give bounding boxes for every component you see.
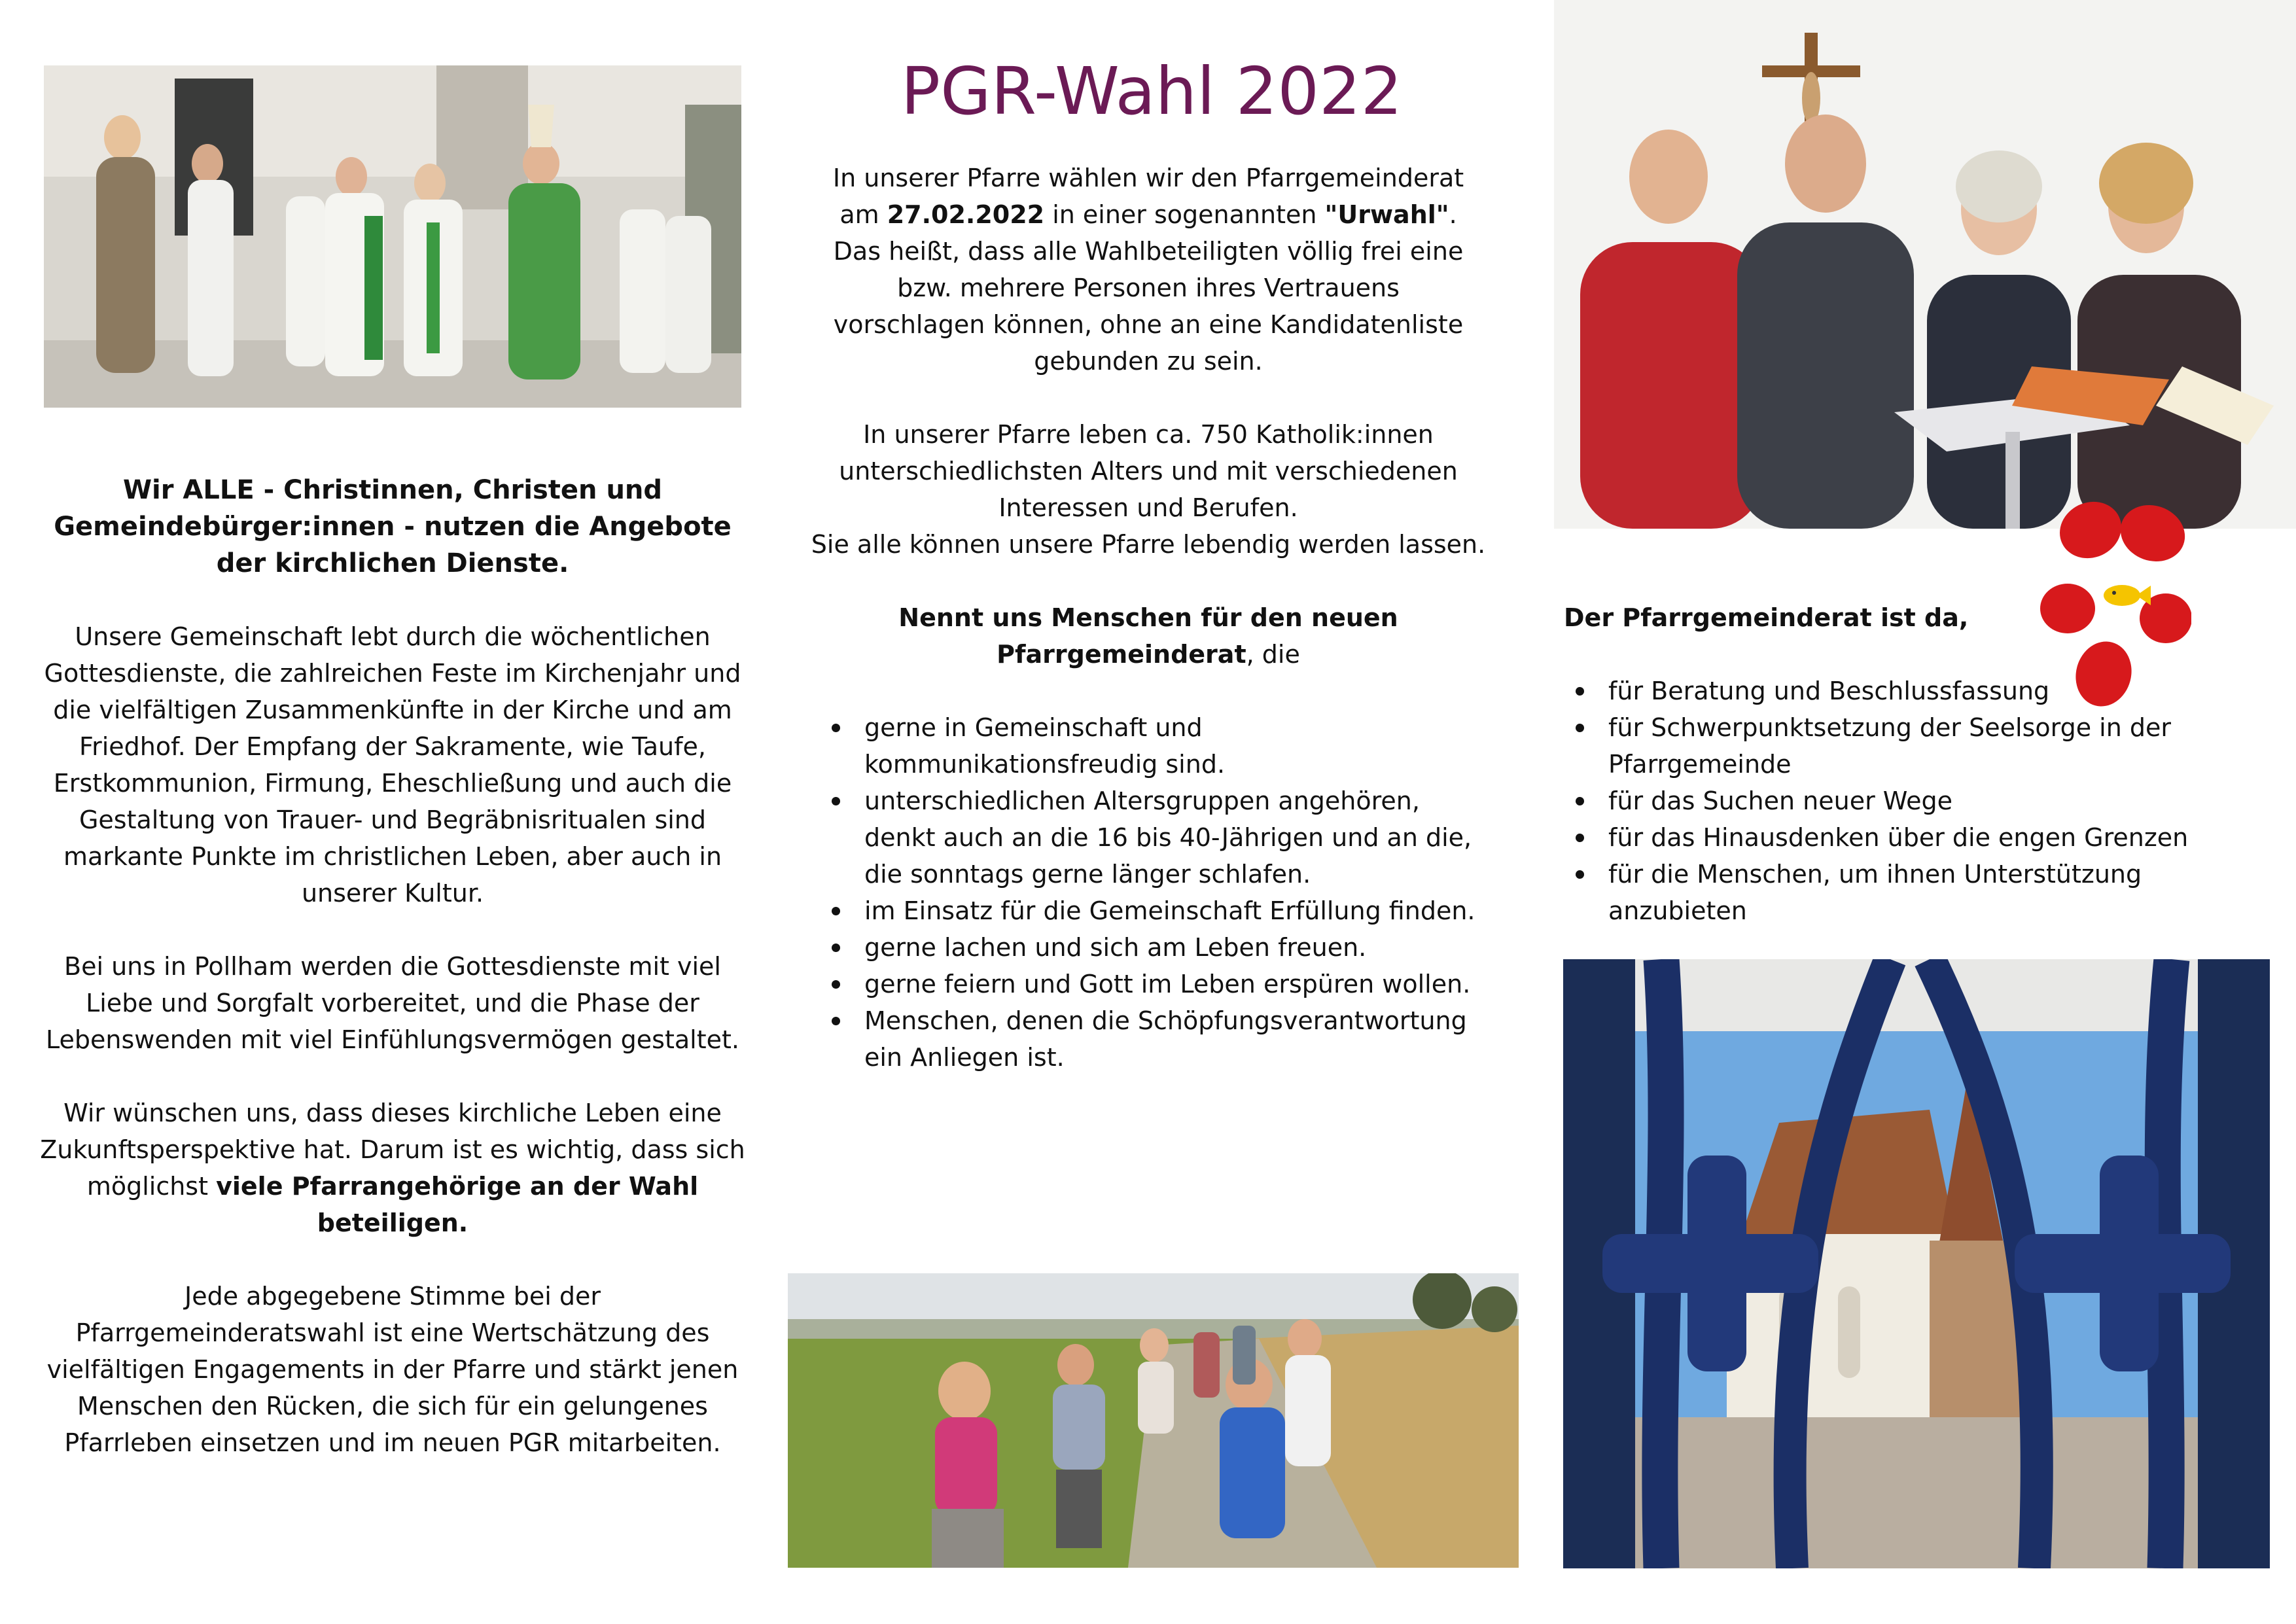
middle-intro xyxy=(808,160,1489,380)
list-item: gerne lachen und sich am Leben freuen. xyxy=(864,929,1482,966)
list-item: gerne feiern und Gott im Leben erspüren wollen. xyxy=(864,966,1482,1002)
middle-intro-a: In unserer Pfarre wählen wir den Pfarrgemeinderat am xyxy=(832,164,1464,229)
left-paragraph-3-text: Wir wünschen uns, dass dieses kirchliche Leben eine Zukunftsperspektive hat. Darum ist es wichtig, dass sich möglichst xyxy=(40,1099,745,1201)
list-item: Menschen, denen die Schöpfungsverantwortung ein Anliegen ist. xyxy=(864,1002,1482,1076)
middle-paragraph-2b: Sie alle können unsere Pfarre lebendig werden lassen. xyxy=(811,530,1486,559)
left-column-text xyxy=(39,472,746,1461)
left-paragraph-3 xyxy=(39,1095,746,1241)
list-item: unterschiedlichen Altersgruppen angehören, denkt auch an die 16 bis 40-Jährigen und an die, die sonntags gerne länger schlafen. xyxy=(864,783,1482,892)
right-column-text xyxy=(1564,599,2284,929)
list-item: für Schwerpunktsetzung der Seelsorge in der Pfarrgemeinde xyxy=(1608,709,2284,783)
photo-church-gate xyxy=(1563,959,2270,1568)
list-item: im Einsatz für die Gemeinschaft Erfüllung finden. xyxy=(864,892,1482,929)
photo-church-ceremony xyxy=(44,65,741,408)
election-date: 27.02.2022 xyxy=(887,200,1045,229)
right-heading: Der Pfarrgemeinderat ist da, xyxy=(1564,603,1969,632)
list-item: für das Suchen neuer Wege xyxy=(1608,783,2284,819)
middle-bullet-list xyxy=(808,709,1489,1076)
middle-paragraph-2a: In unserer Pfarre leben ca. 750 Katholik:innen unterschiedlichsten Alters und mit verschiedenen Interessen und Berufen. xyxy=(839,420,1458,522)
middle-intro-b: in einer sogenannten xyxy=(1044,200,1325,229)
list-item: gerne in Gemeinschaft und kommunikationsfreudig sind. xyxy=(864,709,1482,783)
middle-call xyxy=(808,599,1489,673)
left-paragraph-3-bold: viele Pfarrangehörige an der Wahl beteiligen. xyxy=(216,1172,699,1237)
middle-intro-c: . Das heißt, dass alle Wahlbeteiligten völlig frei eine bzw. mehrere Personen ihres Vertrauens vorschlagen können, ohne an eine Kandidatenliste gebunden zu sein. xyxy=(833,200,1464,376)
middle-call-rest: , die xyxy=(1246,640,1300,669)
middle-column-text xyxy=(808,160,1489,1076)
middle-call-bold: Nennt uns Menschen für den neuen Pfarrgemeinderat xyxy=(898,603,1398,669)
page-title: PGR-Wahl 2022 xyxy=(900,53,1403,130)
urwahl-term: "Urwahl" xyxy=(1324,200,1449,229)
right-bullet-list xyxy=(1564,673,2284,929)
photo-hiking-group xyxy=(788,1273,1519,1568)
left-paragraph-1: Unsere Gemeinschaft lebt durch die wöchentlichen Gottesdienste, die zahlreichen Feste im Kirchenjahr und die vielfältigen Zusammenkünfte in der Kirche und am Friedhof. Der Empfang der Sakramente, wie Taufe, Erstkommunion, Firmung, Eheschließung und auch die Gestaltung von Trauer- und Begräbnisritualen sind markante Punkte im christlichen Leben, aber auch in unserer Kultur. xyxy=(44,622,741,908)
left-paragraph-2: Bei uns in Pollham werden die Gottesdienste mit viel Liebe und Sorgfalt vorbereitet, und die Phase der Lebenswenden mit viel Einfühlungsvermögen gestaltet. xyxy=(46,952,739,1054)
photo-council-members xyxy=(1554,0,2296,529)
list-item: für das Hinausdenken über die engen Grenzen xyxy=(1608,819,2284,856)
left-paragraph-4: Jede abgegebene Stimme bei der Pfarrgemeinderatswahl ist eine Wertschätzung des vielfältigen Engagements in der Pfarre und stärkt jenen Menschen den Rücken, die sich für ein gelungenes Pfarrleben einsetzen und im neuen PGR mitarbeiten. xyxy=(46,1282,739,1457)
left-heading: Wir ALLE - Christinnen, Christen und Gemeindebürger:innen - nutzen die Angebote der kirchlichen Dienste. xyxy=(54,475,732,578)
list-item: für Beratung und Beschlussfassung xyxy=(1608,673,2284,709)
list-item: für die Menschen, um ihnen Unterstützung anzubieten xyxy=(1608,856,2284,929)
